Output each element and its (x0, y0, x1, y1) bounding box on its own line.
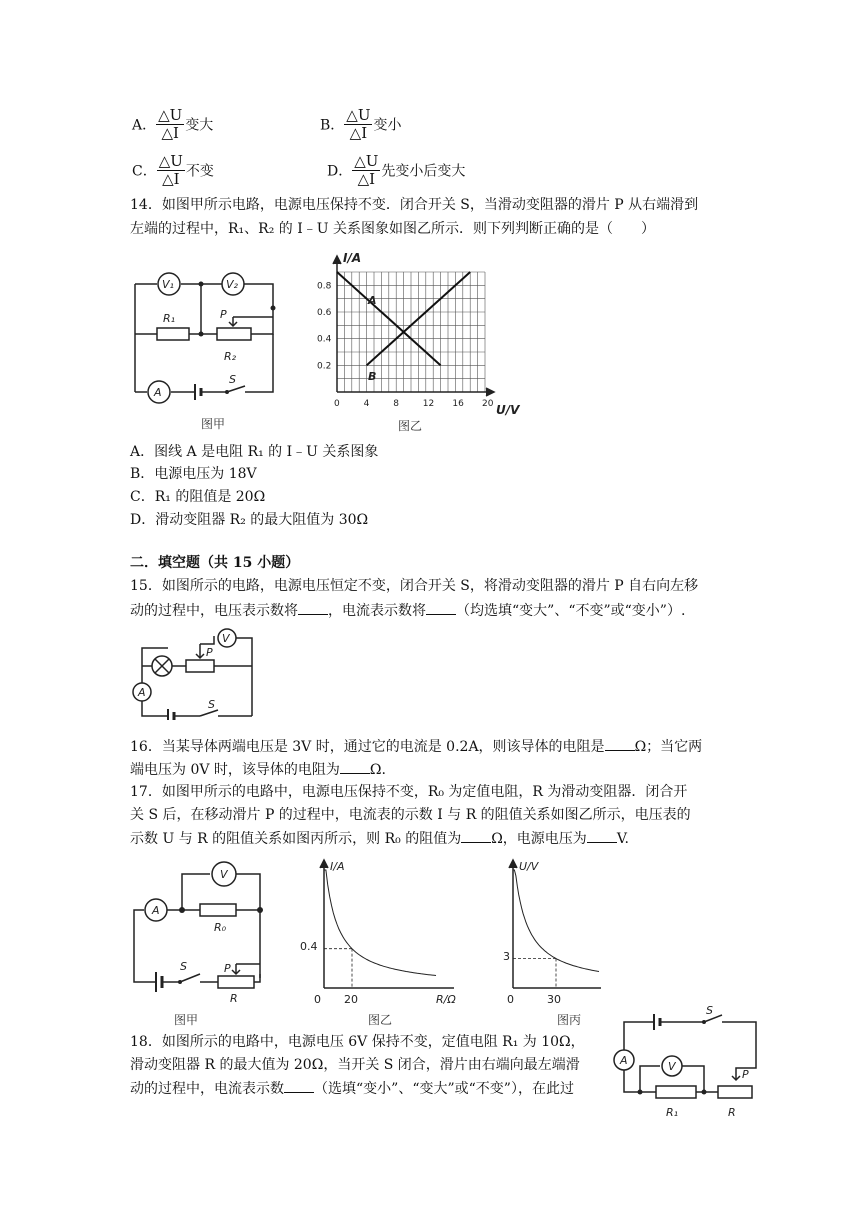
y-tick: 3 (503, 950, 510, 963)
q14-stem-line-1: 14．如图甲所示电路，电源电压保持不变．闭合开关 S，当滑动变阻器的滑片 P 从右端滑到 (130, 197, 699, 213)
label-a: A (152, 904, 160, 917)
label-s: S (180, 960, 187, 973)
label-p: P (742, 1068, 749, 1081)
answer-blank[interactable] (284, 1078, 314, 1093)
chart-curve (324, 870, 436, 976)
label-r1: R₁ (163, 312, 176, 325)
y-tick: 0.6 (317, 308, 332, 318)
delta-fraction: $\frac{\triangle U}{\triangle I}$ (354, 152, 379, 188)
y-tick: 0.4 (317, 334, 332, 345)
fig-a-caption: 图甲 (200, 417, 226, 431)
y-tick: 0.2 (317, 361, 332, 372)
q14-stem-line-2: 左端的过程中，R₁、R₂ 的 I﹣U 关系图象如图乙所示．则下列判断正确的是（ ） (130, 221, 655, 237)
label-r0: R₀ (214, 921, 227, 934)
x-tick: 20 (344, 993, 358, 1006)
label-p: P (224, 962, 231, 975)
y-tick: 0.8 (317, 281, 332, 292)
q14-option-b: B．电源电压为 18V (130, 466, 257, 482)
rheostat-r2 (217, 328, 251, 340)
label-v: V (220, 868, 228, 881)
label-v: V (668, 1060, 676, 1073)
fig-c-caption: 图丙 (556, 1013, 582, 1026)
q14-option-a: A．图线 A 是电阻 R₁ 的 I﹣U 关系图象 (130, 444, 379, 460)
y-tick: 0.4 (300, 940, 318, 953)
q17-ur-chart (495, 856, 607, 1026)
fig-b-caption: 图乙 (397, 419, 423, 433)
delta-fraction: $\frac{\triangle U}{\triangle I}$ (158, 152, 183, 188)
q15-line-2: 动的过程中，电压表示数将 ，电流表示数将 （均选填“变大”、“不变”或“变小”）. (130, 600, 685, 621)
q18-line-2: 滑动变阻器 R 的最大值为 20Ω，当开关 S 闭合，滑片由右端向最左端滑 (130, 1057, 580, 1073)
label-r1: R₁ (666, 1106, 679, 1119)
q18-circuit-diagram (610, 1000, 760, 1126)
y-axis-label: I/A (343, 251, 362, 265)
answer-blank[interactable] (461, 828, 491, 843)
y-axis-label: U/V (519, 860, 539, 873)
fig-a-caption: 图甲 (173, 1013, 199, 1026)
label-p: P (206, 646, 213, 659)
label-s: S (208, 698, 215, 711)
delta-fraction: $\frac{\triangle U}{\triangle I}$ (346, 106, 371, 142)
q17-circuit-diagram (128, 856, 278, 1026)
q16-line-1: 16．当某导体两端电压是 3V 时，通过它的电流是 0.2A，则该导体的电阻是 Ω；当它两 (130, 736, 702, 757)
switch-s (180, 974, 200, 982)
answer-blank[interactable] (298, 600, 328, 615)
answer-blank[interactable] (426, 600, 456, 615)
rheostat (186, 660, 214, 672)
answer-blank[interactable] (587, 828, 617, 843)
x-axis-label: U/V (496, 403, 520, 417)
fig-b-caption: 图乙 (367, 1013, 393, 1026)
label-r: R (230, 992, 238, 1005)
x-tick: 0 (314, 993, 321, 1006)
x-tick: 0 (507, 993, 514, 1006)
x-axis-label: R/Ω (436, 993, 456, 1006)
rheostat-r (718, 1086, 752, 1098)
rheostat-r (218, 976, 254, 988)
q15-line-1: 15．如图所示的电路，电源电压恒定不变，闭合开关 S，将滑动变阻器的滑片 P 自右向左移 (130, 578, 699, 594)
label-r2: R₂ (224, 350, 237, 363)
q14-iu-chart (310, 248, 525, 436)
section-title: 二．填空题（共 15 小题） (130, 555, 300, 571)
x-tick: 4 (363, 399, 370, 409)
q17-line-1: 17．如图甲所示的电路中，电源电压保持不变，R₀ 为定值电阻，R 为滑动变阻器．闭合开 (130, 784, 688, 800)
q16-line-2: 端电压为 0V 时，该导体的电阻为 Ω. (130, 759, 386, 780)
x-tick: 30 (547, 993, 561, 1006)
label-a: A (154, 386, 162, 399)
y-axis-label: I/A (330, 860, 345, 873)
x-tick: 0 (334, 399, 340, 409)
label-a: A (620, 1054, 628, 1067)
resistor-r1 (656, 1086, 696, 1098)
q14-option-c: C．R₁ 的阻值是 20Ω (130, 489, 266, 505)
q17-ir-chart (296, 856, 466, 1026)
q14-option-d: D．滑动变阻器 R₂ 的最大阻值为 30Ω (130, 512, 369, 528)
answer-blank[interactable] (605, 736, 635, 751)
x-tick: 8 (393, 399, 399, 409)
series-b-label: B (368, 370, 377, 383)
label-s: S (229, 373, 236, 386)
q13-option-d: D． $\frac{\triangle U}{\triangle I}$ 先变小后变大 (327, 152, 466, 188)
x-tick: 16 (452, 399, 464, 409)
q17-line-3: 示数 U 与 R 的阻值关系如图丙所示，则 R₀ 的阻值为 Ω，电源电压为 V. (130, 828, 629, 849)
delta-fraction: $\frac{\triangle U}{\triangle I}$ (158, 106, 183, 142)
q15-circuit-diagram (130, 628, 260, 720)
series-a-label: A (368, 294, 377, 307)
label-v: V (222, 632, 230, 645)
resistor-r1 (157, 328, 189, 340)
resistor-r0 (200, 904, 236, 916)
q17-line-2: 关 S 后，在移动滑片 P 的过程中，电流表的示数 I 与 R 的阻值关系如图乙所示，电压表的 (130, 807, 691, 823)
answer-blank[interactable] (340, 759, 370, 774)
label-v1: V₁ (162, 278, 174, 291)
q13-option-a: A． $\frac{\triangle U}{\triangle I}$ 变大 (132, 106, 214, 142)
q18-line-1: 18．如图所示的电路中，电源电压 6V 保持不变，定值电阻 R₁ 为 10Ω， (130, 1034, 585, 1050)
label-p: P (220, 308, 227, 321)
chart-curve (513, 870, 599, 972)
q18-line-3: 动的过程中，电流表示数 （选填“变小”、“变大”或“不变”），在此过 (130, 1078, 574, 1099)
x-tick: 20 (482, 399, 494, 409)
x-tick: 12 (422, 399, 435, 409)
q13-option-b: B． $\frac{\triangle U}{\triangle I}$ 变小 (320, 106, 402, 142)
switch-s (227, 386, 245, 392)
q14-circuit-diagram (125, 262, 295, 434)
label-a: A (138, 686, 146, 699)
label-s: S (706, 1004, 713, 1017)
label-r: R (728, 1106, 736, 1119)
q13-option-c: C． $\frac{\triangle U}{\triangle I}$ 不变 (132, 152, 214, 188)
label-v2: V₂ (226, 278, 238, 291)
